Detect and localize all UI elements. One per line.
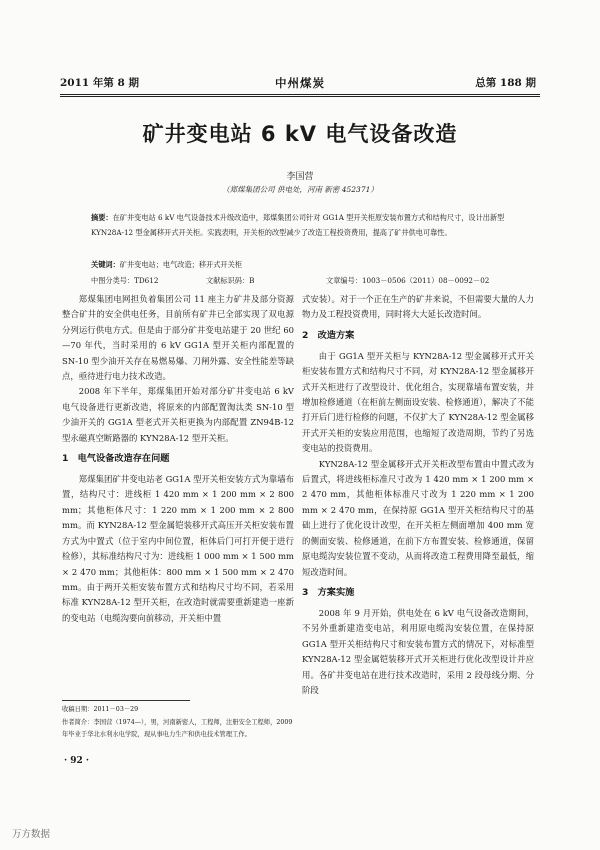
journal-name: 中州煤炭 — [275, 76, 325, 90]
footnote-rule — [62, 700, 190, 701]
section-heading-3: 3 方案实施 — [302, 586, 355, 598]
section-heading-2: 2 改造方案 — [302, 329, 355, 341]
footnote — [62, 704, 294, 742]
paragraph: 2008 年 9 月开始，供电处在 6 kV 电气设备改造期间，不另外重新建造变电站，利用原电缆沟安装位置，在保持原 GG1A 型开关柜结构尺寸和安装布置方式的情况下，对标准型 KYN28A-12 型金属铠装移开式开关柜进行优化改型设计并应用。各矿井变电站在进行技术改造时，采用 2 段母线分期、分阶段 — [302, 607, 534, 695]
author-name: 李国营 — [286, 172, 314, 182]
article-number: 文章编号：1003－0506（2011）08－0092－02 — [326, 276, 490, 285]
paragraph: 郑煤集团电网担负着集团公司 11 座主力矿井及部分资源整合矿井的安全供电任务，目前所有矿井已全部实现了双电源分列运行供电方式。但是由于部分矿井变电站建于 20 世纪 60—70 年代，当时采用的 6 kV GG1A 型开关柜内部配置的 SN-10 型少油开关存在易燃易爆、刀闸外露、安全性能差等缺点，亟待进行电力技术改造。 — [62, 294, 294, 382]
section-heading-1: 1 电气设备改造存在问题 — [62, 453, 170, 465]
received-date: 收稿日期：2011－03－29 — [62, 706, 139, 713]
author-bio: 作者简介：李国营（1974—），男，河南新密人，工程师，注册安全工程师，2009 年毕业于华北水利水电学院，现从事电力生产和供电技术管理工作。 — [62, 718, 293, 738]
page-number: · 92 · — [64, 756, 90, 766]
total-issue-label: 总第 188 期 — [475, 77, 536, 89]
paragraph: 2008 年下半年，郑煤集团开始对部分矿井变电站 6 kV 电气设备进行更新改造，将原来的内部配置淘汰类 SN-10 型少油开关的 GG1A 型老式开关柜更换为内部配置 ZN94B-12 型永磁真空断路器的 KYN28A-12 型开关柜。 — [62, 386, 294, 443]
left-column — [62, 292, 294, 626]
abstract-text: 在矿井变电站 6 kV 电气设备技术升级改造中，郑煤集团公司针对 GG1A 型开关柜原安装布置方式和结构尺寸，设计出新型 KYN28A-12 型金属移开式开关柜。实践表明，开关柜的改型减少了改造工程投资费用，提高了矿井供电可靠性。 — [91, 213, 505, 237]
paragraph: 式安装）。对于一个正在生产的矿井来说，不但需要大量的人力物力及工程投资费用，同时将大大延长改造时间。 — [302, 294, 534, 320]
clc-number: 中图分类号：TD612 — [91, 276, 159, 285]
keywords — [91, 257, 523, 272]
issue-label: 2011 年第 8 期 — [60, 77, 139, 89]
right-column — [302, 292, 534, 698]
author-affiliation: （郑煤集团公司 供电处，河南 新密 452371） — [222, 185, 378, 194]
keywords-text: 矿井变电站；电气改造；移开式开关柜 — [119, 260, 242, 269]
paragraph: 郑煤集团矿井变电站老 GG1A 型开关柜安装方式为靠墙布置，结构尺寸：进线柜 1 420 mm × 1 200 mm × 2 800 mm；其他柜体尺寸：1 220 mm × 1 200 mm × 2 800 mm。而 KYN28A-12 型金属铠装移开式高压开关柜安装布置方式为中置式（位于室内中间位置，柜体后门可打开便于进行检修），其标准结构尺寸为：进线柜 1 000 mm × 1 500 mm × 2 470 mm；其他柜体：800 mm × 1 500 mm × 2 470 mm。由于两开关柜安装布置方式和结构尺寸均不同，若采用标准 KYN28A-12 型开关柜，在改造时就需要重新建造一座新的变电站（电缆沟要向前移动，开关柜中置 — [62, 474, 294, 623]
document-code: 文献标识码：B — [206, 276, 255, 285]
abstract — [91, 210, 523, 240]
watermark: 万方数据 — [12, 829, 51, 840]
keywords-label: 关键词： — [91, 260, 120, 269]
paper-title: 矿井变电站 6 kV 电气设备改造 — [142, 122, 458, 146]
abstract-label: 摘要： — [91, 213, 113, 222]
paragraph: KYN28A-12 型金属移开式开关柜改型布置由中置式改为后置式，将进线柜标准尺寸改为 1 420 mm × 1 200 mm × 2 470 mm，其他柜体标准尺寸改为 1 220 mm × 1 200 mm × 2 470 mm，在保持原 GG1A 型开关柜结构尺寸的基础上进行了优化设计改型，在开关柜左侧面增加 400 mm 宽的侧面安装、检修通道，在前下方布置安装、检修通道，保留原电缆沟安装位置不变动，从而将改造工程费用降至最低，缩短改造时间。 — [302, 458, 534, 577]
paragraph: 由于 GG1A 型开关柜与 KYN28A-12 型金属移开式开关柜安装布置方式和结构尺寸不同，对 KYN28A-12 型金属移开式开关柜进行了改型设计、优化组合，实现靠墙布置安装，并增加检修通道（在柜前左侧面设安装、检修通道），解决了不能打开后门进行检修的问题，不仅扩大了 KYN28A-12 型金属移开式开关柜的安装应用范围，也缩短了改造周期，节约了另选变电站的投资费用。 — [302, 350, 534, 454]
header-rule-top — [60, 94, 540, 95]
header-rule-bottom — [60, 96, 540, 97]
